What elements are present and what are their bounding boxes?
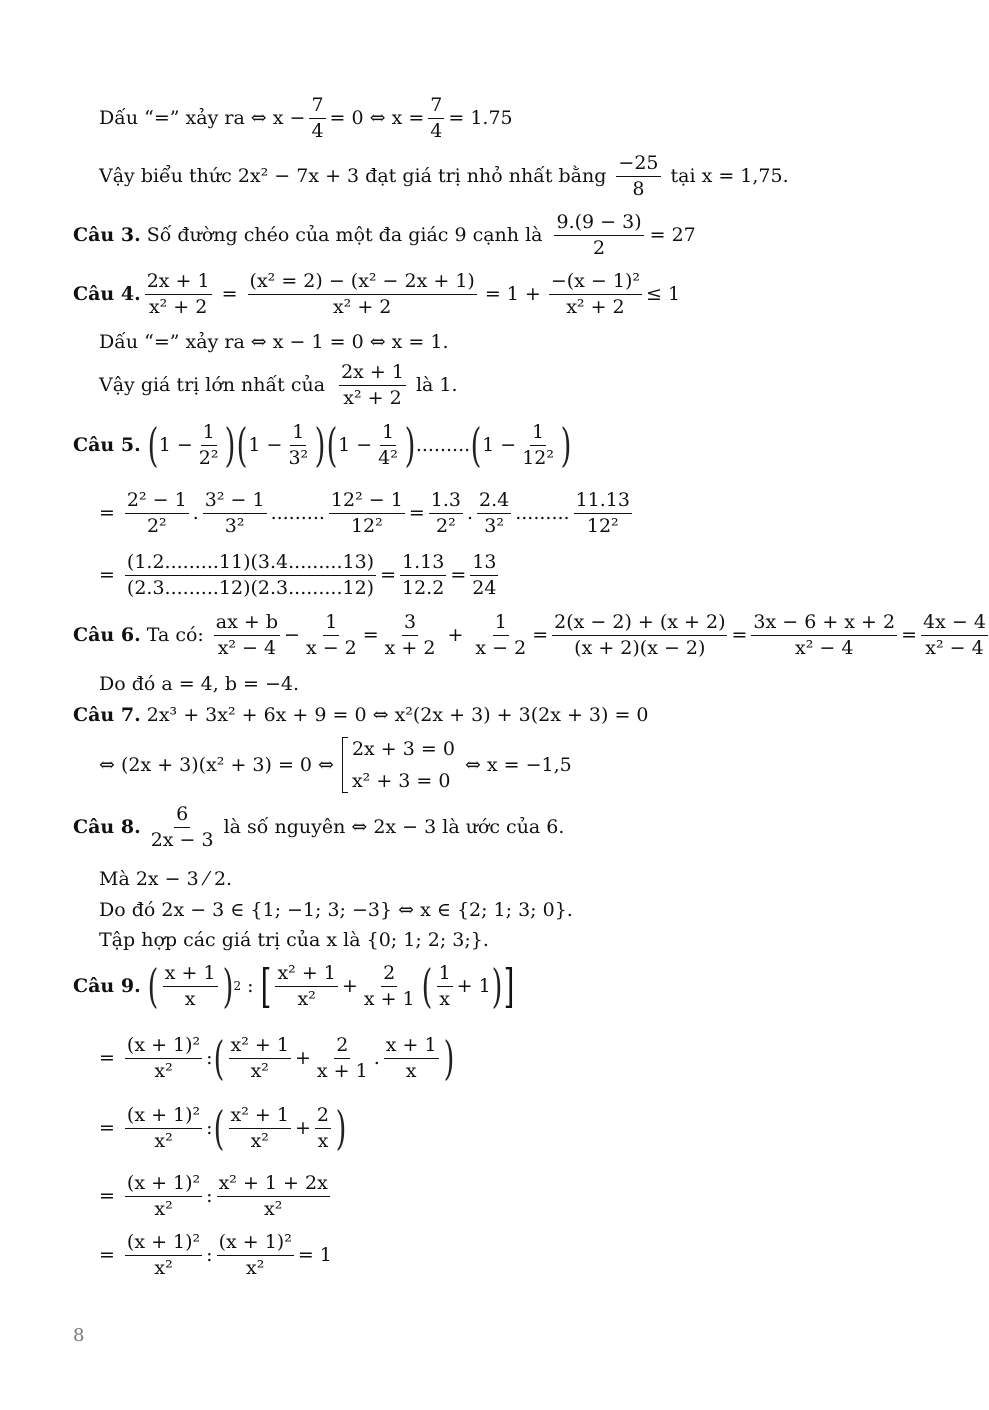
text: Mà 2x − 3 ⁄ 2. [99, 868, 233, 890]
question-label: Câu 5. [73, 434, 141, 457]
text: Số đường chéo của một đa giác 9 cạnh là [146, 224, 543, 247]
fraction: $\frac{x + 1}{x}$ [164, 962, 216, 1010]
text: = [99, 564, 115, 587]
line-equality-condition-1 [99, 95, 513, 142]
fraction: $\frac{1}{\text{12²}}$ [522, 421, 554, 469]
text: là 1. [415, 374, 458, 397]
text: x² + 3 = 0 [351, 770, 451, 792]
fraction: $\frac{6}{2x - 3}$ [150, 803, 214, 851]
question-4 [73, 271, 680, 318]
text: 2x + 3 = 0 [351, 738, 455, 760]
text: : [206, 1047, 213, 1070]
question-6-line-2 [99, 673, 299, 695]
text: Dấu “=” xảy ra ⇔ x − 1 = 0 ⇔ x = 1. [99, 331, 449, 353]
fraction: $\frac{(1.2.........11)(3.4.........13)}{(2.3.........12)(2.3.........12)}$ [126, 551, 375, 599]
text: = [99, 1047, 115, 1070]
question-7-line-2 [99, 733, 572, 797]
fraction: $\frac{-25}{8}$ [618, 152, 659, 200]
text: 2x³ + 3x² + 6x + 9 = 0 ⇔ x²(2x + 3) + 3(2x + 3) = 0 [146, 704, 649, 726]
fraction: $\frac{2}{x}$ [316, 1104, 329, 1152]
question-3 [73, 212, 696, 259]
text: 1 − [338, 434, 373, 457]
text: : [206, 1244, 213, 1267]
text: . [373, 1047, 380, 1070]
system-bracket [342, 737, 348, 793]
fraction: $\frac{\text{x² + 1 + 2x}}{\text{x²}}$ [218, 1172, 328, 1220]
fraction: $\frac{\text{2² − 1}}{\text{2²}}$ [126, 489, 187, 537]
question-label: Câu 8. [73, 816, 141, 839]
question-9-line-2: = $\frac{\text{(x + 1)²}}{\text{x²}}$ : ( $\frac{\text{x² + 1}}{\text{x²}}$ + $\frac{2}{x + 1}$ . $\frac{x + 1}{x}$ ) [99, 1031, 454, 1086]
text: = [99, 1244, 115, 1267]
fraction: $\frac{1}{x - 2}$ [475, 611, 527, 659]
text: 1 − [482, 434, 517, 457]
text: Do đó a = 4, b = −4. [99, 673, 300, 695]
text: = 0 ⇔ x = [329, 107, 425, 130]
text: Ta có: [146, 624, 204, 647]
fraction: $\frac{4x - 4}{\text{x² − 4}}$ [923, 611, 986, 659]
fraction: $\frac{3}{x + 2}$ [384, 611, 436, 659]
text: = [532, 624, 549, 647]
fraction: $\frac{9.(9 - 3)}{2}$ [556, 211, 642, 259]
text: − [284, 624, 300, 647]
text: = 1 [297, 1244, 332, 1267]
text: Tập hợp các giá trị của x là {0; 1; 2; 3;}. [99, 929, 489, 951]
fraction: $\frac{2x + 1}{\text{x² + 2}}$ [146, 270, 210, 318]
question-7 [73, 704, 649, 726]
text: = [99, 1117, 115, 1140]
question-label: Câu 3. [73, 224, 141, 247]
question-8-line-2 [99, 868, 232, 890]
text: = [99, 1185, 115, 1208]
text: = [380, 564, 396, 587]
fraction: $\frac{\text{12² − 1}}{\text{12²}}$ [330, 489, 403, 537]
fraction: $\frac{\text{(x + 1)²}}{\text{x²}}$ [126, 1231, 201, 1279]
text: ⇔ x = −1,5 [464, 754, 572, 776]
equation-system [352, 733, 455, 797]
fraction: $\frac{13}{24}$ [472, 551, 497, 599]
text: = [450, 564, 467, 587]
page-number: 8 [73, 1325, 85, 1346]
text: Do đó 2x − 3 ∈ {1; −1; 3; −3} ⇔ x ∈ {2; 1; 3; 0}. [99, 899, 573, 921]
question-8 [73, 804, 564, 851]
text: + [294, 1047, 311, 1070]
question-8-line-3 [99, 899, 573, 921]
question-9-line-5 [99, 1232, 332, 1279]
fraction: $\frac{7}{4}$ [430, 94, 443, 142]
text: : [247, 975, 254, 998]
question-4-line-2 [99, 331, 449, 353]
question-6 [73, 612, 989, 659]
fraction: $\frac{7}{4}$ [311, 94, 324, 142]
text: 1 − [158, 434, 193, 457]
question-label: Câu 4. [73, 283, 141, 306]
text: . [192, 502, 199, 525]
text: ......... [415, 434, 471, 457]
question-5-line-2 [99, 490, 636, 537]
fraction: $\frac{2.4}{\text{3²}}$ [479, 489, 510, 537]
text: = 27 [649, 224, 696, 247]
text: ⇔ (2x + 3)(x² + 3) = 0 ⇔ [99, 754, 334, 776]
fraction: $\frac{\text{3² − 1}}{\text{3²}}$ [204, 489, 265, 537]
fraction: $\frac{2(x - 2) + (x + 2)}{(x + 2)(x - 2)}$ [554, 611, 726, 659]
text: = [731, 624, 748, 647]
question-5-line-3 [99, 552, 502, 599]
line-conclusion-min [99, 153, 789, 200]
fraction: $\frac{1.3}{\text{2²}}$ [430, 489, 461, 537]
text: = [362, 624, 379, 647]
fraction: $\frac{1}{\text{2²}}$ [198, 421, 219, 469]
text: Dấu “=” xảy ra ⇔ x − [99, 107, 306, 130]
text: = [221, 283, 238, 306]
fraction: $\frac{x + 1}{x}$ [385, 1034, 437, 1082]
text: Vậy biểu thức 2x² − 7x + 3 đạt giá trị nhỏ nhất bằng [99, 165, 607, 188]
text: = 1 + [484, 283, 541, 306]
text: là số nguyên ⇔ 2x − 3 là ước của 6. [223, 816, 565, 839]
fraction: $\frac{\text{x² + 1}}{\text{x²}}$ [230, 1034, 289, 1082]
fraction: $\frac{3x - 6 + x + 2}{\text{x² − 4}}$ [753, 611, 896, 659]
text: : [206, 1185, 213, 1208]
fraction: $\frac{2}{x + 1}$ [316, 1034, 368, 1082]
question-5: Câu 5. ( 1 − $\frac{1}{\text{2²}}$ ) ( 1 − $\frac{1}{\text{3²}}$ ) ( 1 − $\frac{1}{\text{4²}}$ ) ......... ( 1 − $\frac{1}{\text{12²}}$ ) [73, 418, 572, 473]
fraction: $\frac{2}{x + 1}$ [363, 962, 415, 1010]
text: 1 − [248, 434, 283, 457]
fraction: $\frac{ax + b}{\text{x² − 4}}$ [215, 611, 279, 659]
question-8-line-4 [99, 929, 489, 951]
fraction: $\frac{\text{−(x − 1)²}}{\text{x² + 2}}$ [550, 270, 641, 318]
fraction: $\frac{\text{x² + 1}}{\text{x²}}$ [230, 1104, 289, 1152]
fraction: $\frac{\text{(x² = 2) − (x² − 2x + 1)}}{\text{x² + 2}}$ [249, 270, 475, 318]
question-label: Câu 9. [73, 975, 141, 998]
fraction: $\frac{1}{\text{4²}}$ [378, 421, 398, 469]
text: + [447, 624, 464, 647]
question-label: Câu 6. [73, 624, 141, 647]
fraction: $\frac{1.13}{12.2}$ [402, 551, 445, 599]
fraction: $\frac{2x + 1}{\text{x² + 2}}$ [341, 361, 404, 409]
fraction: $\frac{1}{x}$ [438, 962, 451, 1010]
question-4-line-3 [99, 362, 458, 409]
text: = [901, 624, 918, 647]
text: + 1 [456, 975, 491, 998]
question-label: Câu 7. [73, 704, 141, 726]
text: ......... [515, 502, 570, 525]
text: tại x = 1,75. [670, 165, 789, 188]
fraction: $\frac{\text{(x + 1)²}}{\text{x²}}$ [126, 1104, 201, 1152]
text: ≤ 1 [646, 283, 681, 306]
question-9: Câu 9. ( $\frac{x + 1}{x}$ ) 2 : [ $\frac{\text{x² + 1}}{\text{x²}}$ + $\frac{2}{x + 1}$ ( $\frac{1}{x}$ + 1 ) ] [73, 959, 515, 1014]
text: : [206, 1117, 213, 1140]
fraction: $\frac{1}{x - 2}$ [305, 611, 357, 659]
text: Vậy giá trị lớn nhất của [99, 374, 326, 397]
text: = [99, 502, 115, 525]
question-9-line-3: = $\frac{\text{(x + 1)²}}{\text{x²}}$ : ( $\frac{\text{x² + 1}}{\text{x²}}$ + $\frac{2}{x}$ ) [99, 1101, 347, 1156]
text: ......... [270, 502, 325, 525]
fraction: $\frac{\text{(x + 1)²}}{\text{x²}}$ [218, 1231, 292, 1279]
fraction: $\frac{11.13}{\text{12²}}$ [575, 489, 630, 537]
text: + [294, 1117, 311, 1140]
text: + [341, 975, 358, 998]
fraction: $\frac{\text{(x + 1)²}}{\text{x²}}$ [126, 1172, 201, 1220]
text: = 1.75 [448, 107, 513, 130]
text: . [466, 502, 473, 525]
fraction: $\frac{\text{(x + 1)²}}{\text{x²}}$ [126, 1034, 201, 1082]
fraction: $\frac{\text{x² + 1}}{\text{x²}}$ [277, 962, 336, 1010]
fraction: $\frac{1}{\text{3²}}$ [288, 421, 309, 469]
question-9-line-4 [99, 1173, 334, 1220]
text: = [408, 502, 425, 525]
